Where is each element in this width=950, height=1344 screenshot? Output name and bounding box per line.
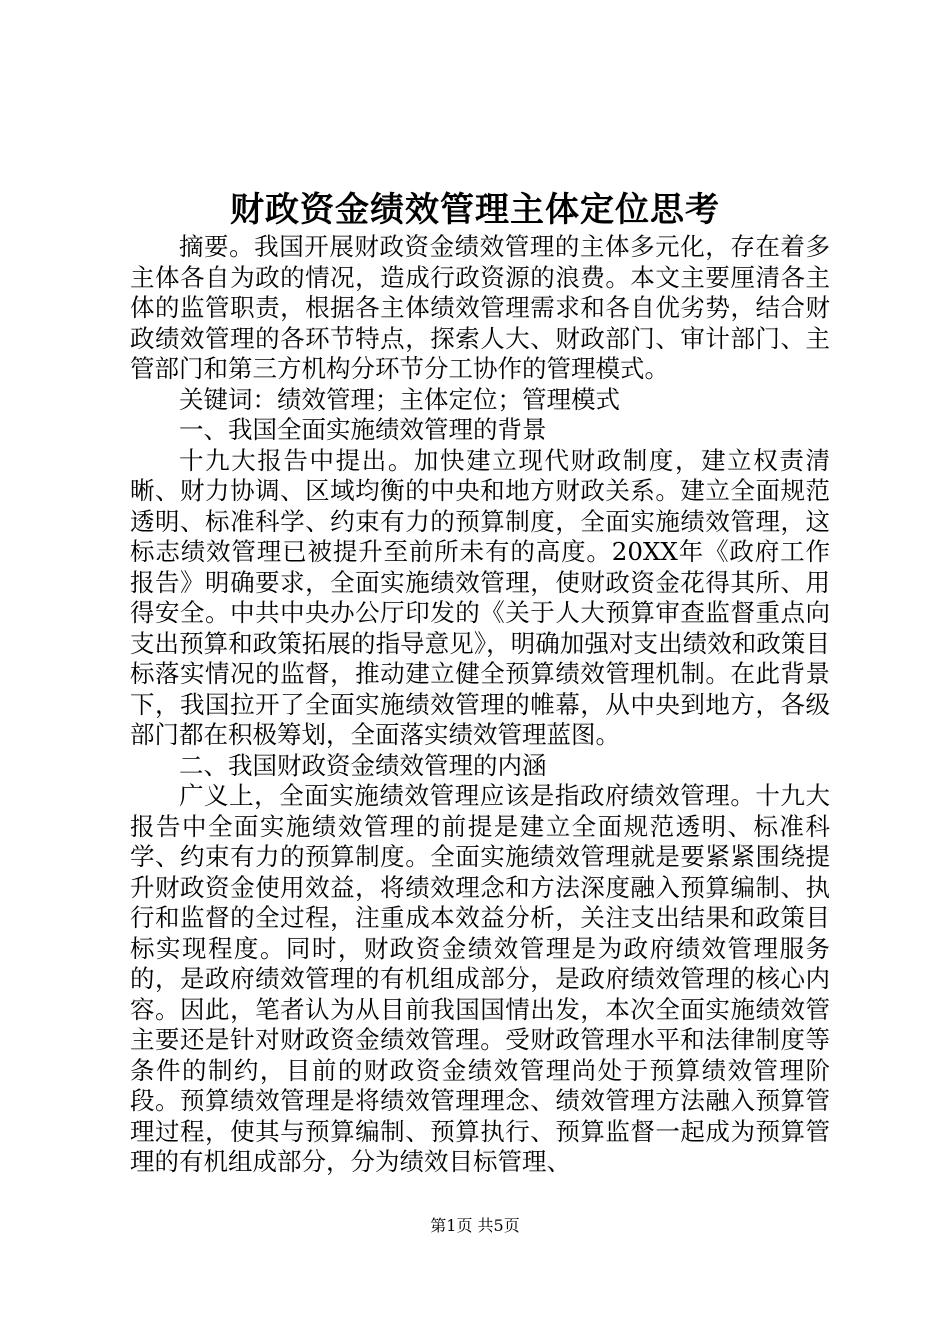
page-footer: 第1页 共5页 [430, 1216, 520, 1235]
section-heading-1: 一、我国全面实施绩效管理的背景 [179, 415, 547, 444]
body-paragraph: 广义上，全面实施绩效管理应该是指政府绩效管理。十九大报告中全面实施绩效管理的前提是建立全面规范透明、标准科学、约束有力的预算制度。全面实施绩效管理就是要紧紧围绕提升财政资金使用效益，将绩效理念和方法深度融入预算编制、执行和监督的全过程，注重成本效益分析，关注支出结果和政策目标实现程度。同时，财政资金绩效管理是为政府绩效管理服务的，是政府绩效管理的有机组成部分，是政府绩效管理的核心内容。因此，笔者认为从目前我国国情出发，本次全面实施绩效管主要还是针对财政资金绩效管理。受财政管理水平和法律制度等条件的制约，目前的财政资金绩效管理尚处于预算绩效管理阶段。预算绩效管理是将绩效管理理念、绩效管理方法融入预算管理过程，使其与预算编制、预算执行、预算监督一起成为预算管理的有机组成部分，分为绩效目标管理、 [130, 781, 830, 1176]
document-title: 财政资金绩效管理主体定位思考 [230, 190, 720, 230]
keywords-paragraph: 关键词：绩效管理；主体定位；管理模式 [179, 384, 620, 414]
section-heading-2: 二、我国财政资金绩效管理的内涵 [179, 750, 547, 780]
body-paragraph: 十九大报告中提出。加快建立现代财政制度，建立权责清晰、财力协调、区域均衡的中央和地方财政关系。建立全面规范透明、标准科学、约束有力的预算制度，全面实施绩效管理，这标志绩效管理已被提升至前所未有的高度。20XX年《政府工作报告》明确要求，全面实施绩效管理，使财政资金花得其所、用得安全。中共中央办公厅印发的《关于人大预算审查监督重点向支出预算和政策拓展的指导意见》，明确加强对支出绩效和政策目标落实情况的监督，推动建立健全预算绩效管理机制。在此背景下，我国拉开了全面实施绩效管理的帷幕，从中央到地方，各级部门都在积极筹划，全面落实绩效管理蓝图。 [130, 445, 830, 749]
document-body [130, 232, 830, 1178]
abstract-paragraph: 摘要。我国开展财政资金绩效管理的主体多元化，存在着多主体各自为政的情况，造成行政资源的浪费。本文主要厘清各主体的监管职责，根据各主体绩效管理需求和各自优劣势，结合财政绩效管理的各环节特点，探索人大、财政部门、审计部门、主管部门和第三方机构分环节分工协作的管理模式。 [130, 232, 830, 383]
